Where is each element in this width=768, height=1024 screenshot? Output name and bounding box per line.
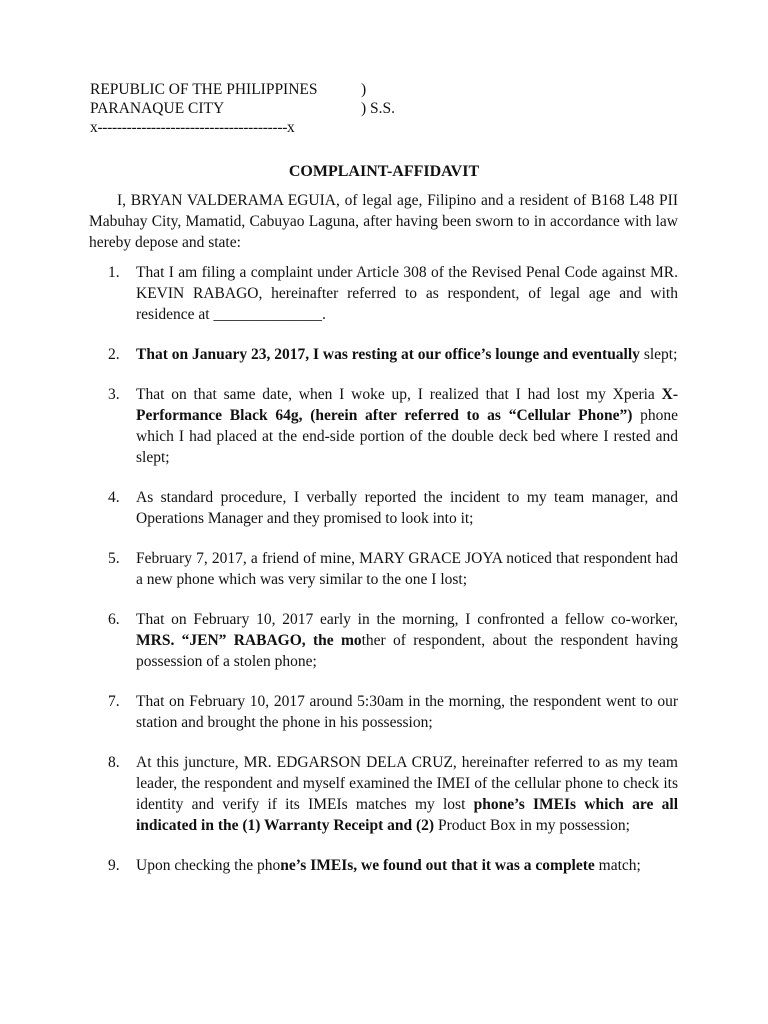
allegation-text-segment: That on February 10, 2017 early in the morning, I confronted a fellow co-worker, bbox=[136, 611, 678, 628]
allegation-text-segment: As standard procedure, I verbally reported the incident to my team manager, and Operations Manager and they promised to look into it; bbox=[136, 489, 678, 527]
allegation-text bbox=[136, 346, 677, 363]
allegation-item bbox=[108, 344, 678, 365]
allegation-text bbox=[136, 857, 641, 874]
allegation-item bbox=[108, 691, 678, 733]
caption-ss: ) S.S. bbox=[361, 100, 396, 117]
intro-paragraph: I, BRYAN VALDERAMA EGUIA, of legal age, Filipino and a resident of B168 L48 PII Mabuhay City, Mamatid, Cabuyao Laguna, after having been sworn to in accordance with law hereby depose and state: bbox=[89, 192, 678, 251]
allegation-number: 2. bbox=[108, 346, 120, 363]
caption-republic-bracket: ) bbox=[361, 81, 367, 98]
allegation-text bbox=[136, 754, 678, 834]
allegation-number: 4. bbox=[108, 489, 120, 506]
allegation-text bbox=[136, 550, 678, 588]
allegation-text-segment: phone which I had placed at the end-side portion of the double deck bed where I rested and slept; bbox=[136, 407, 678, 466]
caption-rule: x---------------------------------------x bbox=[90, 119, 295, 136]
allegation-number: 3. bbox=[108, 386, 120, 403]
allegation-text-segment: That on February 10, 2017 around 5:30am in the morning, the respondent went to our station and brought the phone in his possession; bbox=[136, 693, 678, 731]
allegation-text-segment: Upon checking the pho bbox=[136, 857, 281, 874]
allegation-text-segment: That on that same date, when I woke up, I realized that I had lost my Xperia bbox=[136, 386, 662, 403]
allegation-number: 6. bbox=[108, 611, 120, 628]
allegation-text-segment: At this juncture, MR. EDGARSON DELA CRUZ, hereinafter referred to as my team leader, the respondent and myself examined the IMEI of the cellular phone to check its identity and verify if its IMEIs matches my lost bbox=[136, 754, 678, 813]
allegation-text bbox=[136, 693, 678, 731]
allegation-number: 1. bbox=[108, 264, 120, 281]
allegation-number: 9. bbox=[108, 857, 120, 874]
allegation-text bbox=[136, 611, 678, 670]
allegation-item bbox=[108, 384, 678, 468]
allegation-text-segment: Product Box in my possession; bbox=[434, 817, 630, 834]
allegation-text bbox=[136, 264, 678, 323]
case-caption bbox=[90, 79, 420, 138]
allegation-text-bold: X-Performance Black 64g, (herein after referred to as “Cellular Phone”) bbox=[136, 386, 678, 424]
document-title: COMPLAINT-AFFIDAVIT bbox=[288, 163, 480, 180]
allegation-text-bold: ne’s IMEIs, we found out that it was a complete bbox=[280, 857, 595, 874]
caption-line-city bbox=[90, 98, 420, 117]
allegation-number: 5. bbox=[108, 550, 120, 567]
caption-republic: REPUBLIC OF THE PHILIPPINES bbox=[90, 81, 318, 98]
allegation-text-segment: ther of respondent, about the respondent having possession of a stolen phone; bbox=[136, 632, 678, 670]
allegation-text-segment: February 7, 2017, a friend of mine, MARY GRACE JOYA noticed that respondent had a new phone which was very similar to the one I lost; bbox=[136, 550, 678, 588]
allegation-item bbox=[108, 262, 678, 325]
caption-city: PARANAQUE CITY bbox=[90, 100, 225, 117]
caption-line-republic bbox=[90, 79, 420, 98]
allegation-text-segment: That I am filing a complaint under Article 308 of the Revised Penal Code against MR. KEVIN RABAGO, hereinafter referred to as respondent, of legal age and with residence at ______________. bbox=[136, 264, 678, 323]
allegation-text-segment: match; bbox=[594, 857, 641, 874]
allegation-text-bold: That on January 23, 2017, I was resting at our office’s lounge and eventually bbox=[136, 346, 640, 363]
allegation-item bbox=[108, 855, 678, 876]
allegation-item bbox=[108, 487, 678, 529]
allegation-text-segment: slept; bbox=[639, 346, 678, 363]
allegation-number: 7. bbox=[108, 693, 120, 710]
allegation-item bbox=[108, 752, 678, 836]
allegation-number: 8. bbox=[108, 754, 120, 771]
allegation-text-bold: phone’s IMEIs which are all indicated in the (1) Warranty Receipt and (2) bbox=[136, 796, 678, 834]
allegation-text bbox=[136, 489, 678, 527]
allegation-text-bold: MRS. “JEN” RABAGO, the mo bbox=[136, 632, 362, 649]
allegation-item bbox=[108, 548, 678, 590]
allegations-list bbox=[108, 262, 678, 895]
allegation-text bbox=[136, 386, 678, 466]
allegation-item bbox=[108, 609, 678, 672]
